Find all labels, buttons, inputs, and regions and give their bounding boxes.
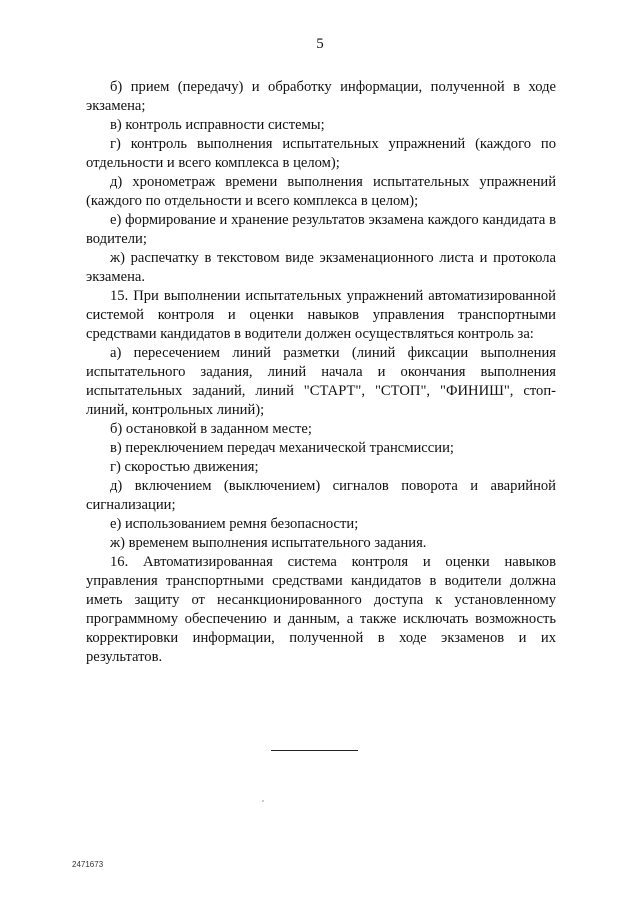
paragraph-g-exercise-control: г) контроль выполнения испытательных упражнений (каждого по отдельности и всего комплекса в целом);	[86, 136, 556, 171]
document-code: 2471673	[72, 860, 104, 869]
closing-rule	[271, 750, 358, 751]
paragraph-e-results: е) формирование и хранение результатов экзамена каждого кандидата в водители;	[86, 212, 556, 247]
paragraph-16: 16. Автоматизированная система контроля и оценки навыков управления транспортными средствами кандидатов в водители должна иметь защиту от несанкционированного доступа к установленному программному обеспечению и данным, а также исключать возможность корректировки информации, полученной в ходе экзаменов и их результатов.	[86, 554, 556, 665]
paragraph-d-timing: д) хронометраж времени выполнения испытательных упражнений (каждого по отдельности и всего комплекса в целом);	[86, 174, 556, 209]
paragraph-v-system-check: в) контроль исправности системы;	[110, 117, 325, 133]
page-number: 5	[316, 36, 324, 52]
paragraph-b-stop: б) остановкой в заданном месте;	[110, 421, 312, 437]
paragraph-15: 15. При выполнении испытательных упражнений автоматизированной системой контроля и оценки навыков управления транспортными средствами кандидатов в водители должен осуществляться контроль за:	[86, 288, 556, 342]
paragraph-zh-printout: ж) распечатку в текстовом виде экзаменационного листа и протокола экзамена.	[86, 250, 556, 285]
paragraph-zh-time: ж) временем выполнения испытательного задания.	[110, 535, 427, 551]
document-body	[86, 78, 556, 667]
paragraph-g-speed: г) скоростью движения;	[110, 459, 259, 475]
paragraph-d-signals: д) включением (выключением) сигналов поворота и аварийной сигнализации;	[86, 478, 556, 513]
paragraph-a-lines: а) пересечением линий разметки (линий фиксации выполнения испытательного задания, линий начала и окончания выполнения испытательных заданий, линий "СТАРТ", "СТОП", "ФИНИШ", стоп-линий, контрольных линий);	[86, 345, 556, 418]
paragraph-v-gears: в) переключением передач механической трансмиссии;	[110, 440, 454, 456]
scan-speck	[262, 800, 264, 802]
paragraph-b-receive: б) прием (передачу) и обработку информации, полученной в ходе экзамена;	[86, 79, 556, 114]
paragraph-e-seatbelt: е) использованием ремня безопасности;	[110, 516, 359, 532]
